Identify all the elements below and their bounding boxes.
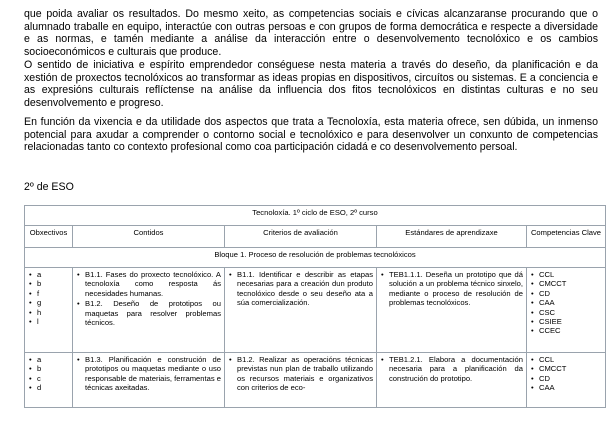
bloque-row <box>25 248 606 268</box>
estandares-cell <box>377 268 527 353</box>
intro-paragraph-1: que poida avaliar os resultados. Do mesmo xeito, as competencias sociais e cívicas alcanzaranse procurando que o alumnado traballe en equipo, interactúe con outras persoas e con grupos de forma democrática e respecte a diversidade e as normas, e tamén mediante a análise da interacción entre o desenvolvemento tecnolóxico e os cambios socioeconómicos e culturais que produce. <box>24 8 598 58</box>
list-item: • B1.1. Identificar e describir as etapas necesarias para a creación dun produto tecnolóxico desde o seu deseño ata a súa comercialización. <box>228 270 373 308</box>
list-item: • CD <box>530 374 602 383</box>
section-heading: 2º de ESO <box>24 181 74 193</box>
contidos-cell <box>73 268 225 353</box>
column-header-obxectivos: Obxectivos <box>25 226 73 248</box>
list-item: • B1.2. Deseño de prototipos ou maquetas para resolver problemas técnicos. <box>76 299 221 327</box>
list-item: • f <box>28 289 69 298</box>
column-header-competencias: Competencias Clave <box>527 226 606 248</box>
list-item: • CD <box>530 289 602 298</box>
column-header-contidos: Contidos <box>73 226 225 248</box>
list-item: • CMCCT <box>530 364 602 373</box>
estandares-cell <box>377 353 527 408</box>
list-item: • B1.1. Fases do proxecto tecnolóxico. A tecnoloxía como resposta ás necesidades humanas. <box>76 270 221 298</box>
list-item: • h <box>28 308 69 317</box>
table-title-row <box>25 206 606 226</box>
intro-paragraph-3: En función da vixencia e da utilidade dos aspectos que trata a Tecnoloxía, esta materia ofrece, sen dúbida, un inmenso potencial para axudar a comprender o contorno social e tecnolóxico e para desenvolver un conxunto de competencias relacionadas tanto co contexto profesional como coa participación cidadá e co desenvolvemento persoal. <box>24 116 598 154</box>
obxectivos-cell <box>25 353 73 408</box>
list-item: • TEB1.1.1. Deseña un prototipo que dá solución a un problema técnico sinxelo, mediante o proceso de resolución de problemas tecnolóxicos. <box>380 270 523 308</box>
list-item: • CSC <box>530 308 602 317</box>
list-item: • TEB1.2.1. Elabora a documentación necesaria para a planificación da construción do prototipo. <box>380 355 523 383</box>
list-item: • CCEC <box>530 326 602 335</box>
list-item: • B1.3. Planificación e construción de prototipos ou maquetas mediante o uso responsable de materiais, ferramentas e técnicas axeitadas. <box>76 355 221 393</box>
competencias-cell <box>527 268 606 353</box>
list-item: • b <box>28 364 69 373</box>
competencias-cell <box>527 353 606 408</box>
table-row <box>25 353 606 408</box>
list-item: • g <box>28 298 69 307</box>
list-item: • a <box>28 355 69 364</box>
list-item: • CAA <box>530 383 602 392</box>
list-item: • b <box>28 279 69 288</box>
column-header-estandares: Estándares de aprendizaxe <box>377 226 527 248</box>
list-item: • B1.2. Realizar as operacións técnicas previstas nun plan de traballo utilizando os recursos materiais e organizativos con criterios de eco- <box>228 355 373 393</box>
list-item: • CSIEE <box>530 317 602 326</box>
list-item: • CCL <box>530 270 602 279</box>
criterios-cell <box>225 353 377 408</box>
list-item: • CMCCT <box>530 279 602 288</box>
list-item: • a <box>28 270 69 279</box>
list-item: • CCL <box>530 355 602 364</box>
table-row <box>25 268 606 353</box>
table-title: Tecnoloxía. 1º ciclo de ESO, 2º curso <box>25 206 606 226</box>
contidos-cell <box>73 353 225 408</box>
column-header-criterios: Criterios de avaliación <box>225 226 377 248</box>
obxectivos-cell <box>25 268 73 353</box>
table-header-row <box>25 226 606 248</box>
list-item: • CAA <box>530 298 602 307</box>
bloque-title: Bloque 1. Proceso de resolución de problemas tecnolóxicos <box>25 248 606 268</box>
list-item: • l <box>28 317 69 326</box>
list-item: • d <box>28 383 69 392</box>
criterios-cell <box>225 268 377 353</box>
intro-paragraph-2: O sentido de iniciativa e espírito emprendedor conséguese nesta materia a través do deseño, da planificación e da xestión de proxectos tecnolóxicos ao transformar as ideas propias en dispositivos, circuítos ou sistemas. E a conciencia e as expresións culturais reflíctense na análise da influencia dos fitos tecnolóxicos en distintas culturas e no seu desenvolvemento e progreso. <box>24 59 598 109</box>
curriculum-table <box>24 205 606 408</box>
list-item: • c <box>28 374 69 383</box>
